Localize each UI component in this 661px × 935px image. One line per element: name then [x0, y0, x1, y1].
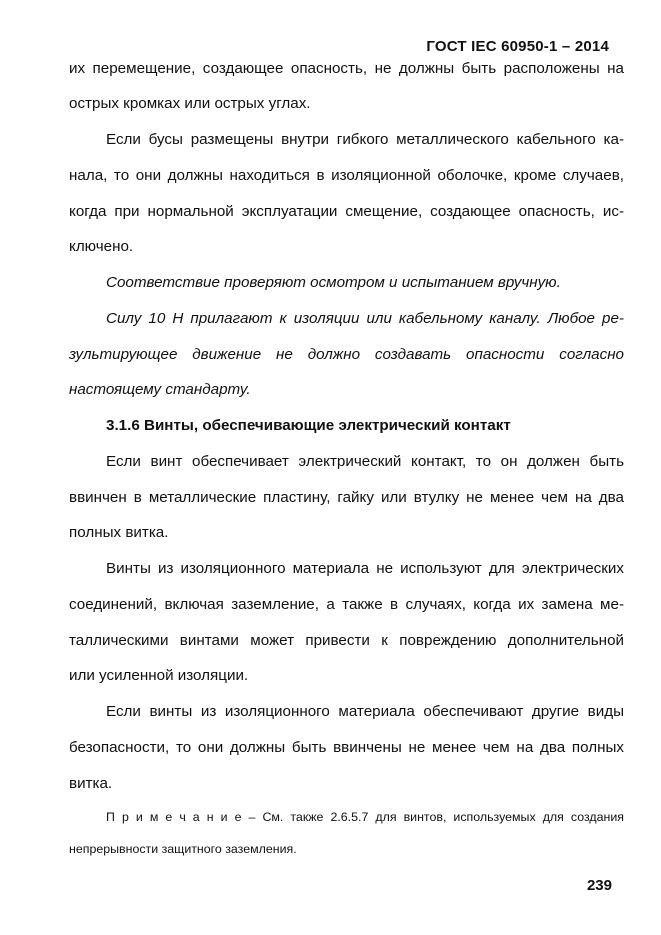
body-line: Если винты из изоляционного материала обеспечивают другие виды [106, 703, 624, 720]
body-line: Винты из изоляционного материала не используют для электрических [106, 560, 624, 577]
note-line: П р и м е ч а н и е – См. также 2.6.5.7 для винтов, используемых для создания [106, 810, 624, 824]
body-line: их перемещение, создающее опасность, не должны быть расположены на [69, 60, 624, 77]
body-line: безопасности, то они должны быть ввинчены не менее чем на два полных [69, 739, 624, 756]
body-line: нала, то они должны находиться в изоляционной оболочке, кроме случаев, [69, 167, 624, 184]
body-line: соединений, включая заземление, а также в случаях, когда их замена ме- [69, 596, 624, 613]
body-line: когда при нормальной эксплуатации смещение, создающее опасность, ис- [69, 203, 624, 220]
body-line: полных витка. [69, 524, 169, 541]
body-line: ввинчен в металлические пластину, гайку или втулку не менее чем на два [69, 489, 624, 506]
note-line: непрерывности защитного заземления. [69, 842, 297, 856]
body-line: Если винт обеспечивает электрический контакт, то он должен быть [106, 453, 624, 470]
section-heading: 3.1.6 Винты, обеспечивающие электрический контакт [106, 417, 511, 434]
italic-line: Соответствие проверяют осмотром и испытанием вручную. [106, 274, 561, 291]
italic-line: настоящему стандарту. [69, 381, 251, 398]
italic-line: зультирующее движение не должно создавать опасности согласно [69, 346, 624, 363]
body-line: витка. [69, 775, 113, 792]
italic-line: Силу 10 Н прилагают к изоляции или кабельному каналу. Любое ре- [106, 310, 624, 327]
body-line: Если бусы размещены внутри гибкого металлического кабельного ка- [106, 131, 624, 148]
document-header: ГОСТ IEC 60950-1 – 2014 [426, 38, 609, 55]
body-line: острых кромках или острых углах. [69, 95, 311, 112]
page-number: 239 [586, 877, 612, 894]
body-line: ключено. [69, 238, 134, 255]
body-line: таллическими винтами может привести к повреждению дополнительной [69, 632, 624, 649]
body-line: или усиленной изоляции. [69, 667, 249, 684]
